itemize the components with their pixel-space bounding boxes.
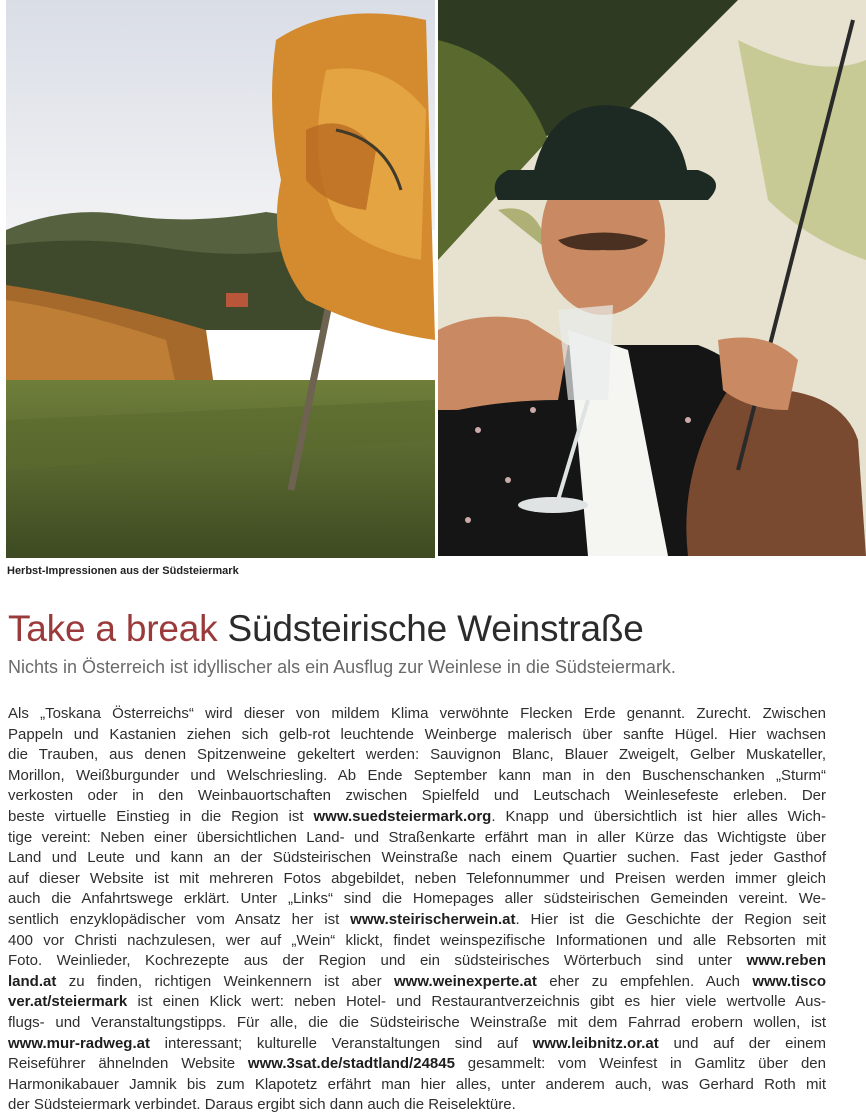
- body-line: ver.at/steiermark ist einen Klick wert: neben Hotel- und Restaurantverzeichnis gibt es hier viele wertvolle Aus-: [8, 993, 826, 1011]
- body-line: tige vereint: Neben einer übersichtlichen Land- und Straßenkarte erfährt man in aller Kürze das Wichtigste über: [8, 828, 826, 846]
- website-link[interactable]: www.leibnitz.or.at: [532, 1034, 659, 1052]
- body-line: Pappeln und Kastanien ziehen sich gelb-rot leuchtende Weinberge malerisch über sanfte Hügel. Hier wachsen: [8, 725, 826, 743]
- website-link[interactable]: www.reben: [746, 952, 826, 970]
- website-link[interactable]: www.suedsteiermark.org: [313, 807, 492, 825]
- website-link[interactable]: www.steirischerwein.at: [350, 910, 516, 928]
- website-link[interactable]: www.mur-radweg.at: [8, 1034, 150, 1052]
- body-line: Land und Leute und kann an der Südsteirischen Weinstraße nach einem Quartier suchen. Fast jeder Gasthof: [8, 849, 826, 867]
- body-line: sentlich enzyklopädischer vom Ansatz her ist www.steirischerwein.at. Hier ist die Geschichte der Region seit: [8, 910, 827, 928]
- body-line: flugs- und Veranstaltungstipps. Für alle, die die Südsteirische Weinstraße mit dem Fahrrad erobern wollen, ist: [8, 1013, 826, 1031]
- headline: [8, 608, 644, 650]
- headline-title: Südsteirische Weinstraße: [227, 608, 644, 649]
- vineyard-autumn-photo: [6, 0, 435, 558]
- website-link[interactable]: land.at: [8, 972, 57, 990]
- body-line: auf dieser Website ist mit mehreren Fotos abgebildet, neben Telefonnummer und Preisen werden immer gleich: [8, 869, 826, 887]
- website-link[interactable]: ver.at/steiermark: [8, 993, 128, 1011]
- body-line: auch die Anfahrtswege erklärt. Unter „Links“ sind die Homepages aller südsteirischen Gemeinden vereint. We-: [8, 890, 826, 908]
- website-link[interactable]: www.weinexperte.at: [394, 972, 537, 990]
- body-line: www.mur-radweg.at interessant; kulturelle Veranstaltungen sind auf www.leibnitz.or.at und auf der einem: [8, 1034, 826, 1052]
- body-line: die Trauben, aus denen Spitzenweine gekeltert werden: Sauvignon Blanc, Blauer Zweigelt, Gelber Muskateller,: [8, 746, 826, 764]
- body-line: Reiseführer ähnelnden Website www.3sat.de/stadtland/24845 gesammelt: vom Weinfest in Gamlitz über den: [8, 1055, 826, 1073]
- body-line: beste virtuelle Einstieg in die Region ist www.suedsteiermark.org. Knapp und übersichtlich ist hier alles Wich-: [8, 807, 826, 825]
- body-line: Als „Toskana Österreichs“ wird dieser von mildem Klima verwöhnte Flecken Erde genannt. Zurecht. Zwischen: [8, 705, 826, 722]
- article-body: [8, 704, 826, 1116]
- body-line: Morillon, Weißburgunder und Welschriesling. Ab Ende September kann man in den Buschenschanken „Sturm“: [8, 766, 826, 784]
- website-link[interactable]: www.tisco: [752, 972, 826, 990]
- subtitle: Nichts in Österreich ist idyllischer als ein Ausflug zur Weinlese in die Südsteiermark.: [8, 657, 676, 677]
- fiddler-with-wine-photo: [438, 0, 866, 556]
- body-line: der Südsteiermark verbindet. Daraus ergibt sich dann auch die Reiselektüre.: [8, 1096, 516, 1114]
- photo-caption: Herbst-Impressionen aus der Südsteiermark: [7, 565, 239, 577]
- body-line: verkosten oder in den Weinbauortschaften zwischen Spielfeld und Leutschach Weinlesefeste erleben. Der: [8, 787, 826, 805]
- body-line: Foto. Weinlieder, Kochrezepte aus der Region und ein südsteirisches Wörterbuch sind unter www.reben: [8, 952, 826, 970]
- body-line: 400 vor Christi nachzulesen, wer auf „Wein“ klickt, findet weinspezifische Informationen und alle Rebsorten mit: [8, 931, 826, 949]
- body-line: land.at zu finden, richtigen Weinkennern ist aber www.weinexperte.at eher zu empfehlen. Auch www.tisco: [8, 972, 826, 990]
- body-line: Harmonikabauer Jamnik bis zum Klapotetz erfährt man hier alles, unter anderem auch, was Gerhard Roth mit: [8, 1075, 826, 1093]
- website-link[interactable]: www.3sat.de/stadtland/24845: [247, 1055, 455, 1073]
- headline-kicker: Take a break: [8, 608, 218, 649]
